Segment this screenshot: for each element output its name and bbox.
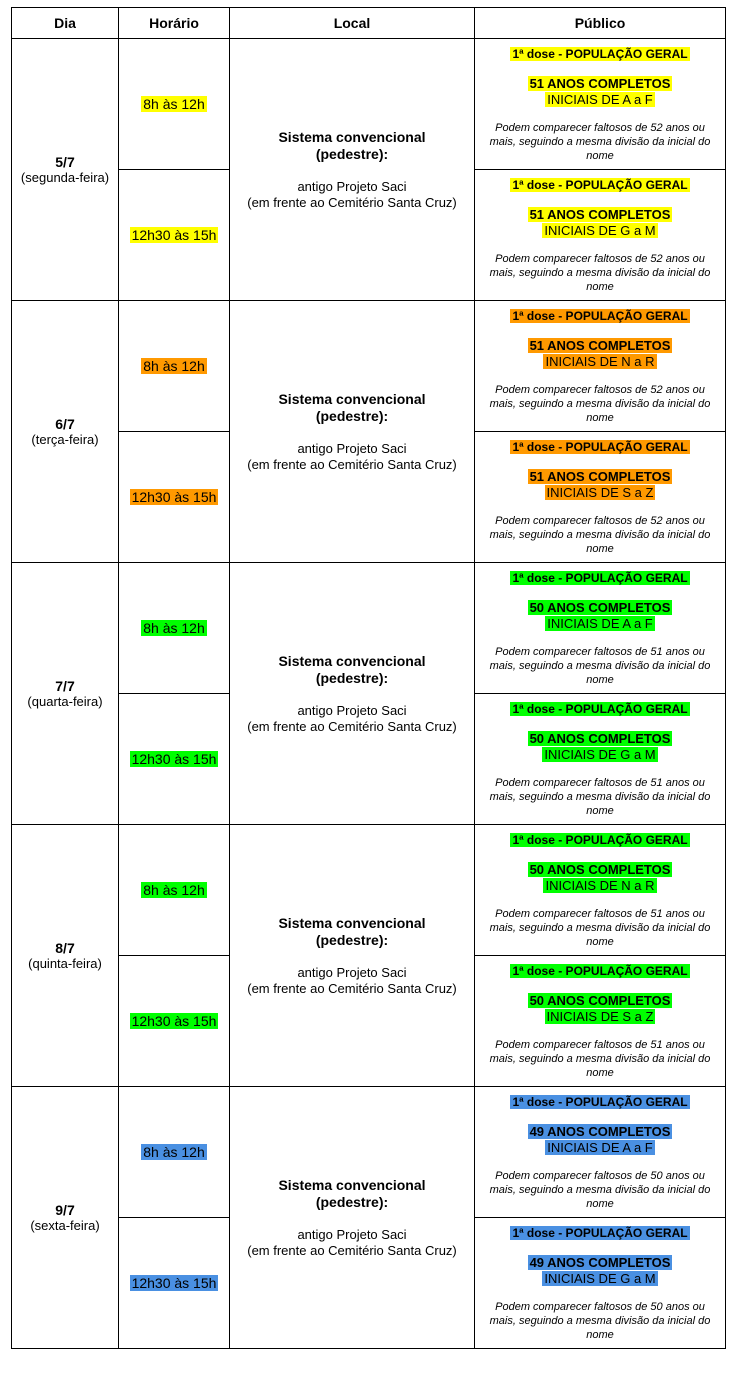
age-label: 49 ANOS COMPLETOS [529, 1255, 671, 1270]
location-cell [230, 825, 475, 1087]
location-cell [230, 39, 475, 301]
day-date: 7/7 [55, 677, 75, 694]
location-system: Sistema convencional [278, 128, 426, 145]
time-label: 8h às 12h [143, 882, 205, 898]
day-weekday: (quarta-feira) [27, 693, 103, 709]
age-label: 51 ANOS COMPLETOS [529, 469, 671, 484]
location-system: Sistema convencional [278, 652, 426, 669]
initials-label: INICIAIS DE A a F [547, 92, 653, 107]
note-text: Podem comparecer faltosos de 52 anos ou mais, seguindo a mesma divisão da inicial do nome [489, 515, 711, 555]
audience-cell [475, 39, 726, 170]
location-place: antigo Projeto Saci [297, 178, 407, 194]
note-text: Podem comparecer faltosos de 52 anos ou mais, seguindo a mesma divisão da inicial do nome [489, 253, 711, 293]
time-label: 8h às 12h [143, 620, 205, 636]
time-cell [119, 825, 230, 956]
day-weekday: (quinta-feira) [28, 955, 102, 971]
note-text: Podem comparecer faltosos de 50 anos ou mais, seguindo a mesma divisão da inicial do nome [489, 1170, 711, 1210]
location-place: antigo Projeto Saci [297, 1226, 407, 1242]
day-cell [12, 1087, 119, 1349]
time-cell [119, 301, 230, 432]
time-label: 8h às 12h [143, 96, 205, 112]
audience-cell [475, 170, 726, 301]
initials-label: INICIAIS DE G a M [544, 1271, 656, 1286]
time-label: 12h30 às 15h [131, 1013, 217, 1029]
location-place: antigo Projeto Saci [297, 702, 407, 718]
initials-label: INICIAIS DE S a Z [546, 1009, 654, 1024]
table-row [12, 1087, 726, 1218]
location-pedestrian: (pedestre): [315, 145, 389, 162]
location-system: Sistema convencional [278, 390, 426, 407]
location-place: antigo Projeto Saci [297, 964, 407, 980]
age-label: 50 ANOS COMPLETOS [529, 993, 671, 1008]
header-row [12, 8, 726, 39]
table-row [12, 825, 726, 956]
header-local: Local [230, 8, 475, 39]
location-detail: (em frente ao Cemitério Santa Cruz) [247, 718, 457, 734]
audience-cell [475, 694, 726, 825]
time-label: 8h às 12h [143, 358, 205, 374]
dose-label: 1ª dose - POPULAÇÃO GERAL [512, 571, 688, 585]
time-label: 8h às 12h [143, 1144, 205, 1160]
age-label: 50 ANOS COMPLETOS [529, 731, 671, 746]
header-dia: Dia [12, 8, 119, 39]
dose-label: 1ª dose - POPULAÇÃO GERAL [512, 964, 688, 978]
note-text: Podem comparecer faltosos de 52 anos ou mais, seguindo a mesma divisão da inicial do nome [489, 122, 711, 162]
initials-label: INICIAIS DE N a R [545, 878, 655, 893]
time-cell [119, 956, 230, 1087]
time-cell [119, 694, 230, 825]
time-label: 12h30 às 15h [131, 489, 217, 505]
day-cell [12, 301, 119, 563]
audience-cell [475, 432, 726, 563]
age-label: 51 ANOS COMPLETOS [529, 76, 671, 91]
location-pedestrian: (pedestre): [315, 407, 389, 424]
note-text: Podem comparecer faltosos de 51 anos ou mais, seguindo a mesma divisão da inicial do nome [489, 646, 711, 686]
time-label: 12h30 às 15h [131, 1275, 217, 1291]
age-label: 50 ANOS COMPLETOS [529, 600, 671, 615]
initials-label: INICIAIS DE G a M [544, 747, 656, 762]
location-pedestrian: (pedestre): [315, 1193, 389, 1210]
header-publico: Público [475, 8, 726, 39]
location-cell [230, 563, 475, 825]
dose-label: 1ª dose - POPULAÇÃO GERAL [512, 440, 688, 454]
dose-label: 1ª dose - POPULAÇÃO GERAL [512, 309, 688, 323]
time-cell [119, 39, 230, 170]
initials-label: INICIAIS DE N a R [545, 354, 655, 369]
location-system: Sistema convencional [278, 1176, 426, 1193]
audience-cell [475, 1087, 726, 1218]
location-detail: (em frente ao Cemitério Santa Cruz) [247, 456, 457, 472]
note-text: Podem comparecer faltosos de 51 anos ou mais, seguindo a mesma divisão da inicial do nome [489, 908, 711, 948]
initials-label: INICIAIS DE S a Z [546, 485, 654, 500]
day-date: 9/7 [55, 1201, 75, 1218]
time-cell [119, 1087, 230, 1218]
age-label: 49 ANOS COMPLETOS [529, 1124, 671, 1139]
location-cell [230, 301, 475, 563]
dose-label: 1ª dose - POPULAÇÃO GERAL [512, 833, 688, 847]
time-cell [119, 1218, 230, 1349]
audience-cell [475, 563, 726, 694]
initials-label: INICIAIS DE A a F [547, 616, 653, 631]
day-date: 5/7 [55, 153, 75, 170]
location-cell [230, 1087, 475, 1349]
location-pedestrian: (pedestre): [315, 931, 389, 948]
day-weekday: (terça-feira) [31, 431, 99, 447]
table-row [12, 39, 726, 170]
day-date: 8/7 [55, 939, 75, 956]
location-place: antigo Projeto Saci [297, 440, 407, 456]
header-horario: Horário [119, 8, 230, 39]
age-label: 51 ANOS COMPLETOS [529, 338, 671, 353]
audience-cell [475, 301, 726, 432]
table-row [12, 301, 726, 432]
day-cell [12, 563, 119, 825]
schedule-table [11, 7, 726, 1349]
location-detail: (em frente ao Cemitério Santa Cruz) [247, 1242, 457, 1258]
dose-label: 1ª dose - POPULAÇÃO GERAL [512, 702, 688, 716]
day-date: 6/7 [55, 415, 75, 432]
time-cell [119, 170, 230, 301]
initials-label: INICIAIS DE G a M [544, 223, 656, 238]
time-label: 12h30 às 15h [131, 227, 217, 243]
dose-label: 1ª dose - POPULAÇÃO GERAL [512, 1226, 688, 1240]
note-text: Podem comparecer faltosos de 50 anos ou mais, seguindo a mesma divisão da inicial do nome [489, 1301, 711, 1341]
location-detail: (em frente ao Cemitério Santa Cruz) [247, 980, 457, 996]
age-label: 51 ANOS COMPLETOS [529, 207, 671, 222]
time-cell [119, 563, 230, 694]
age-label: 50 ANOS COMPLETOS [529, 862, 671, 877]
initials-label: INICIAIS DE A a F [547, 1140, 653, 1155]
audience-cell [475, 825, 726, 956]
location-system: Sistema convencional [278, 914, 426, 931]
dose-label: 1ª dose - POPULAÇÃO GERAL [512, 47, 688, 61]
day-cell [12, 825, 119, 1087]
day-weekday: (sexta-feira) [30, 1217, 100, 1233]
time-label: 12h30 às 15h [131, 751, 217, 767]
audience-cell [475, 1218, 726, 1349]
table-row [12, 563, 726, 694]
note-text: Podem comparecer faltosos de 51 anos ou mais, seguindo a mesma divisão da inicial do nome [489, 777, 711, 817]
location-detail: (em frente ao Cemitério Santa Cruz) [247, 194, 457, 210]
dose-label: 1ª dose - POPULAÇÃO GERAL [512, 1095, 688, 1109]
note-text: Podem comparecer faltosos de 51 anos ou mais, seguindo a mesma divisão da inicial do nome [489, 1039, 711, 1079]
location-pedestrian: (pedestre): [315, 669, 389, 686]
time-cell [119, 432, 230, 563]
dose-label: 1ª dose - POPULAÇÃO GERAL [512, 178, 688, 192]
note-text: Podem comparecer faltosos de 52 anos ou mais, seguindo a mesma divisão da inicial do nome [489, 384, 711, 424]
audience-cell [475, 956, 726, 1087]
day-weekday: (segunda-feira) [20, 169, 110, 185]
day-cell [12, 39, 119, 301]
